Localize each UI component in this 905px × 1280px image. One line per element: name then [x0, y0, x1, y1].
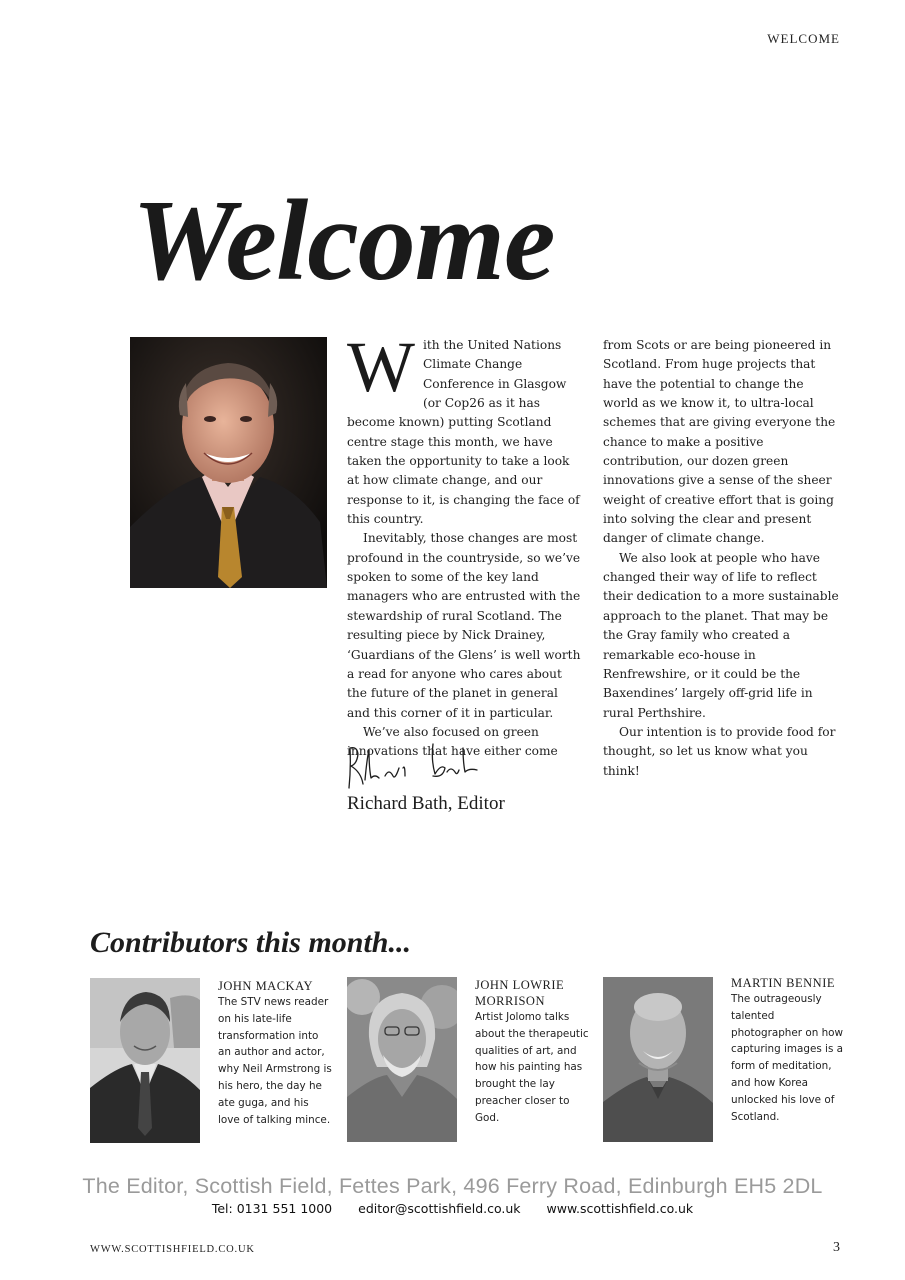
paragraph: Inevitably, those changes are most profound in the countryside, so we’ve spoken to some of the key land managers who are entrusted with the stewardship of rural Scotland. The resulting piece by Nick Drainey, ‘Guardians of the Glens’ is well worth a read for anyone who cares about the future of the planet in general and this corner of it in particular. — [347, 531, 581, 720]
email-link[interactable]: editor@scottishfield.co.uk — [358, 1201, 521, 1216]
editor-portrait — [130, 337, 327, 588]
contributor-photo — [347, 977, 457, 1142]
page-number: 3 — [833, 1240, 840, 1255]
letter-column-2 — [603, 336, 839, 781]
letter-column-1 — [347, 327, 583, 762]
editor-signature — [345, 738, 485, 796]
footer-website[interactable]: WWW.SCOTTISHFIELD.CO.UK — [90, 1244, 255, 1255]
section-label: WELCOME — [767, 31, 840, 46]
paragraph: from Scots or are being pioneered in Scotland. From huge projects that have the potential to change the world as we know it, to ultra-local schemes that are giving everyone the chance to make a positive contribution, our dozen green innovations give a sense of the sheer weight of creative effort that is going into solving the clear and present danger of climate change. — [603, 338, 836, 546]
contributors-heading: Contributors this month... — [90, 926, 411, 959]
contributor-photo — [90, 978, 200, 1143]
contributor-name: MARTIN BENNIE — [731, 976, 836, 990]
editorial-address: The Editor, Scottish Field, Fettes Park, 496 Ferry Road, Edinburgh EH5 2DL — [82, 1174, 823, 1198]
drop-cap: W — [347, 327, 415, 407]
website-link[interactable]: www.scottishfield.co.uk — [546, 1201, 694, 1216]
contributor-name: JOHN MACKAY — [218, 979, 313, 993]
contributor-photo — [603, 977, 713, 1142]
page-title: Welcome — [132, 177, 555, 305]
contributor-bio: Artist Jolomo talks about the therapeutic qualities of art, and how his painting has brought the lay preacher closer to God. — [475, 1011, 589, 1124]
contributor-card — [475, 977, 589, 1127]
contributor-card — [218, 978, 332, 1128]
contributor-card — [731, 975, 845, 1125]
editor-signoff: Richard Bath, Editor — [347, 793, 505, 814]
contributor-bio: The STV news reader on his late-life transformation into an author and actor, why Neil Armstrong is his hero, the day he ate guga, and his love of talking mince. — [218, 996, 332, 1126]
contributor-name: JOHN LOWRIE MORRISON — [475, 978, 565, 1008]
paragraph: Our intention is to provide food for thought, so let us know what you think! — [603, 724, 836, 778]
paragraph: We also look at people who have changed their way of life to reflect their dedication to a more sustainable approach to the planet. That may be the Gray family who created a remarkable eco-house in Renfrewshire, or it could be the Baxendines’ largely off-grid life in rural Perthshire. — [603, 550, 839, 720]
contributor-bio: The outrageously talented photographer on how capturing images is a form of meditation, and how Korea unlocked his love of Scotland. — [731, 993, 844, 1123]
paragraph: ith the United Nations Climate Change Conference in Glasgow (or Cop26 as it has become known) putting Scotland centre stage this month, we have taken the opportunity to take a look at how climate change, and our response to it, is changing the face of this country. — [347, 338, 580, 527]
paragraph: We’ve also focused on green innovations that have either come — [347, 724, 558, 759]
telephone: Tel: 0131 551 1000 — [211, 1201, 333, 1216]
contact-row — [0, 1201, 905, 1216]
